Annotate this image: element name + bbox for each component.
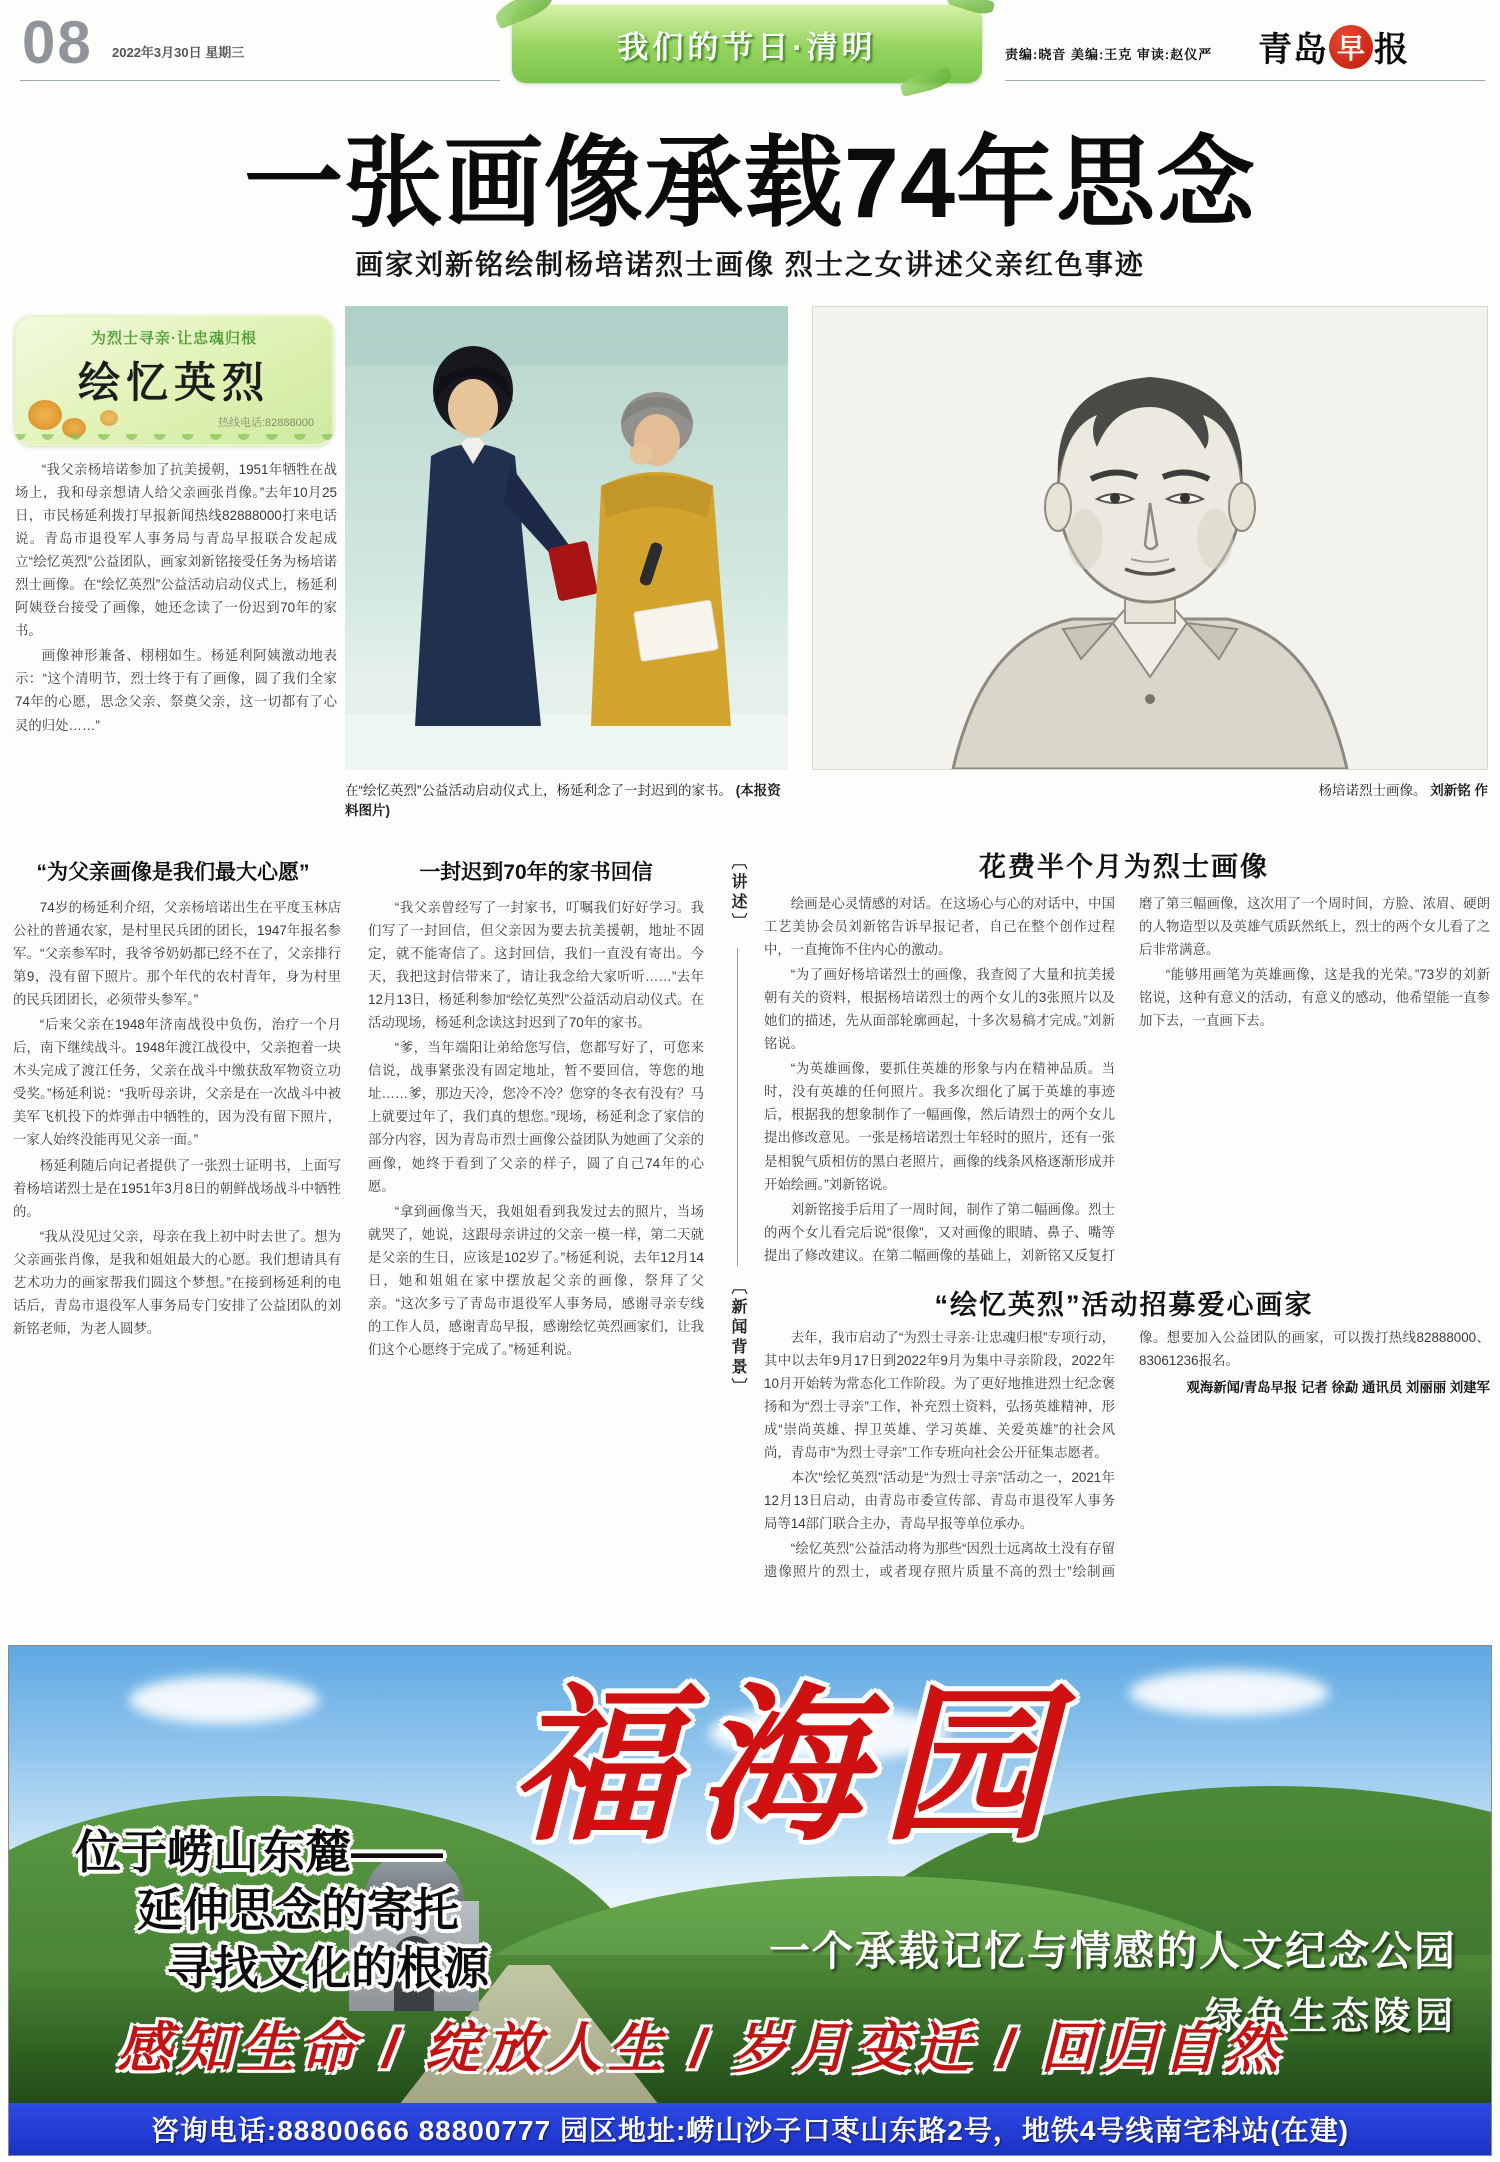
header-rule-left <box>20 80 500 81</box>
page-date: 2022年3月30日 星期三 <box>112 45 245 60</box>
beijing-heading: “绘忆英烈”活动招募爱心画家 <box>934 1290 1314 1320</box>
ad-brand-name: 福海园 <box>510 1672 1068 1860</box>
ceremony-photo <box>345 306 788 770</box>
portrait-illustration <box>813 307 1487 769</box>
article-paragraph: 画像神形兼备、栩栩如生。杨延利阿姨激动地表示：“这个清明节，烈士终于有了画像，圆了我们全家74年的心愿，思念父亲、祭奠父亲，这一切都有了心灵的归处……” <box>15 648 337 733</box>
article-paragraph: “爹，当年端阳让弟给您写信，您都写好了，可您来信说，战事紧张没有固定地址，暂不要回信，等您的地址……爹，那边天冷，您冷不冷？您穿的冬衣有没有？马上就要过年了，我们真的想您。”现场，杨延利念了家信的部分内容，因为青岛市烈士画像公益团队为她画了父亲的画像，她终于看到了父亲的样子，圆了自己74年的心愿。 <box>368 1040 704 1194</box>
article-paragraph: “我从没见过父亲，母亲在我上初中时去世了。想为父亲画张肖像，是我和姐姐最大的心愿。我们想请具有艺术功力的画家帮我们圆这个梦想。”在接到杨延利的电话后，青岛市退役军人事务局专门安排了公益团队的刘新铭老师，为老人圆梦。 <box>13 1228 341 1336</box>
martyr-portrait-photo <box>812 306 1488 770</box>
ad-contact-bar: 咨询电话:88800666 88800777 园区地址:崂山沙子口枣山东路2号，地铁4号线南宅科站(在建) <box>9 2103 1491 2155</box>
column1-heading: “为父亲画像是我们最大心愿” <box>36 861 310 884</box>
jiangshu-heading: 花费半个月为烈士画像 <box>979 852 1269 882</box>
editor-credits: 责编:晓音 美编:王克 审读:赵仪严 <box>1005 47 1213 62</box>
section-divider-line <box>737 948 738 1266</box>
badge-tagline: 为烈士寻亲·让忠魂归根 <box>91 330 257 347</box>
logo-red-disc: 早 <box>1329 25 1373 69</box>
cemetery-park-ad <box>8 1645 1492 2156</box>
article-paragraph: 去年，我市启动了“为烈士寻亲·让忠魂归根”专项行动，其中以去年9月17日到2022年9月为集中寻亲阶段，2022年10月开始转为常态化工作阶段。为了更好地推进烈士纪念褒扬和为“烈士寻亲”工作，补充烈士资料，弘扬英雄精神，形成“崇尚英雄、捍卫英雄、学习英雄、关爱英雄”的社会风尚，青岛市“为烈士寻亲”工作专班向社会公开征集志愿者。 <box>764 1330 1115 1461</box>
main-headline: 一张画像承载74年思念 <box>243 127 1257 238</box>
column1-text <box>13 896 341 1630</box>
flower-icon <box>28 400 62 430</box>
article-paragraph: “我父亲曾经写了一封家书，叮嘱我们好好学习。我们写了一封回信，但父亲因为要去抗美援朝，地址不固定，就不能寄信了。这封回信，我们一直没有寄出。今天，我把这封信带来了，请让我念给大家听听……”去年12月13日，杨延利参加“绘忆英烈”公益活动启动仪式。在活动现场，杨延利念读这封迟到了70年的家书。 <box>368 900 704 1031</box>
ad-right-line1: 一个承载记忆与情感的人文纪念公园 <box>769 1928 1457 1974</box>
flower-icon <box>100 410 118 426</box>
article-paragraph: 刘新铭接手后用了一周时间，制作了第二幅画像。烈士的两个女儿看完后说“很像”，又对画像的眼睛、鼻子、嘴等提出了修改建议。在第二幅画像的基础上，刘新铭又反复打磨了第三幅画像，这次用了一个周时间，方脸、浓眉、硬朗的人物造型以及英雄气质跃然纸上，烈士的两个女儿看了之后非常满意。 <box>764 896 1490 1263</box>
jiangshu-text <box>764 892 1490 1270</box>
article-paragraph: “后来父亲在1948年济南战役中负伤，治疗一个月后，南下继续战斗。1948年渡江战役中，父亲抱着一块木头完成了渡江任务，父亲在战斗中缴获敌军物资立功受奖。”杨延利说：“我听母亲讲，父亲是在一次战斗中被美军飞机投下的炸弹击中牺牲的，因为没有留下照片，一家人始终没能再见父亲一面。” <box>13 1017 341 1148</box>
logo-text-right: 报 <box>1374 31 1409 69</box>
beijing-text <box>764 1326 1490 1622</box>
photo2-caption-text: 杨培诺烈士画像。 <box>1318 783 1427 798</box>
section-banner <box>512 5 982 83</box>
newspaper-logo <box>1258 22 1409 71</box>
article-paragraph: “为英雄画像，要抓住英雄的形象与内在精神品质。当时，没有英雄的任何照片。我多次细化了属于英雄的事迹后，根据我的想象制作了一幅画像，然后请烈士的两个女儿提出修改意见。一张是杨培诺烈士年轻时的照片，还有一张是相貌气质相仿的黑白老照片，画像的线条风格逐渐形成并开始绘画。”刘新铭说。 <box>764 1061 1115 1192</box>
ceremony-photo-illustration <box>345 306 788 770</box>
section-banner-title: 我们的节日·清明 <box>617 29 877 65</box>
header-rule-right <box>1005 80 1485 81</box>
sub-headline: 画家刘新铭绘制杨培诺烈士画像 烈士之女讲述父亲红色事迹 <box>355 249 1145 280</box>
ad-left-line: 位于崂山东麓—— <box>75 1826 443 1878</box>
cloud-decoration <box>1129 1670 1329 1716</box>
ad-left-line: 寻找文化的根源 <box>167 1941 489 1994</box>
article-paragraph: “我父亲杨培诺参加了抗美援朝，1951年牺牲在战场上，我和母亲想请人给父亲画张肖像。”去年10月25日，市民杨延利拨打早报新闻热线82888000打来电话说。青岛市退役军人事务局与青岛早报联合发起成立“绘忆英烈”公益团队，画家刘新铭接受任务为杨培诺烈士画像。在“绘忆英烈”公益活动启动仪式上，杨延利阿姨登台接受了画像，她还念读了一份迟到70年的家书。 <box>15 462 337 639</box>
ad-left-tagline <box>75 1824 489 1998</box>
column2-text <box>368 896 704 1630</box>
intro-article-text <box>15 458 337 832</box>
article-paragraph: 绘画是心灵情感的对话。在这场心与心的对话中，中国工艺美协会员刘新铭告诉早报记者，自己在整个创作过程中，一直掩饰不住内心的激动。 <box>764 896 1115 958</box>
article-paragraph: “拿到画像当天，我姐姐看到我发过去的照片，当场就哭了，她说，这跟母亲讲过的父亲一模一样，第二天就是父亲的生日，应该是102岁了。”杨延利说，去年12月14日，她和姐姐在家中摆放起父亲的画像，祭拜了父亲。“这次多亏了青岛市退役军人事务局，感谢寻亲专线的工作人员，感谢青岛早报，感谢绘忆英烈画家们，让我们这个心愿终于完成了。”杨延利说。 <box>368 1203 704 1357</box>
photo1-caption-credit: (本报资料图片) <box>345 783 781 818</box>
ad-left-line: 延伸思念的寄托 <box>137 1883 459 1936</box>
badge-hotline: 热线电话:82888000 <box>218 417 314 429</box>
column2-heading: 一封迟到70年的家书回信 <box>419 861 653 884</box>
cloud-decoration <box>129 1676 319 1724</box>
ad-right-line2: 绿色生态陵园 <box>1204 1996 1457 2038</box>
ad-landscape-photo <box>9 1646 1491 2105</box>
photo1-caption-text: 在“绘忆英烈”公益活动启动仪式上，杨延利念了一封迟到的家书。 <box>345 783 732 798</box>
article-paragraph: 杨延利随后向记者提供了一张烈士证明书，上面写着杨培诺烈士是在1951年3月8日的朝鲜战场战斗中牺牲的。 <box>13 1157 341 1219</box>
article-paragraph: “为了画好杨培诺烈士的画像，我查阅了大量和抗美援朝有关的资料，根据杨培诺烈士的两个女儿的3张照片以及她们的描述，先从面部轮廓画起，十多次易稿才完成。”刘新铭说。 <box>764 967 1115 1052</box>
article-byline: 观海新闻/青岛早报 记者 徐勐 通讯员 刘丽丽 刘建军 <box>1186 1380 1490 1396</box>
leaf-icon <box>492 0 556 29</box>
article-paragraph: “绘忆英烈”公益活动将为那些“因烈士远离故土没有存留遗像照片的烈士，或者现存照片质量不高的烈士”绘制画像。想要加入公益团队的画家，可以拨打热线82888000、83061236报名。 <box>764 1330 1490 1580</box>
logo-text-left: 青岛 <box>1258 31 1328 69</box>
photo1-caption <box>345 779 790 819</box>
badge-title: 绘忆英烈 <box>77 359 270 406</box>
section-label-jiangshu: 〔讲述〕 <box>729 853 746 933</box>
page-number: 08 <box>22 9 93 76</box>
campaign-badge <box>14 315 334 446</box>
article-paragraph: 74岁的杨延利介绍，父亲杨培诺出生在平度玉林店公社的普通农家，是村里民兵团的团长，1947年报名参军。“父亲参军时，我爷爷奶奶都已经不在了，父亲排行第9，没有留下照片。那个年代的农村青年，身为村里的民兵团团长，必须带头参军。” <box>13 900 341 1008</box>
ad-slogan: 感知生命 / 绽放人生 / 岁月变迁 / 回归自然 <box>117 2017 1285 2079</box>
leaf-icon <box>947 0 996 18</box>
grass-decoration <box>14 434 334 446</box>
section-label-beijing: 〔新闻背景〕 <box>729 1278 746 1398</box>
article-paragraph: 本次“绘忆英烈”活动是“为烈士寻亲”活动之一，2021年12月13日启动，由青岛市委宣传部、青岛市退役军人事务局等14部门联合主办，青岛早报等单位承办。 <box>764 1470 1115 1532</box>
photo2-caption <box>812 779 1488 799</box>
article-paragraph: “能够用画笔为英雄画像，这是我的光荣。”73岁的刘新铭说，这种有意义的活动，有意义的感动，他希望能一直参加下去，一直画下去。 <box>1139 967 1490 1029</box>
photo2-caption-credit: 刘新铭 作 <box>1430 783 1488 798</box>
leaf-icon <box>899 67 954 97</box>
